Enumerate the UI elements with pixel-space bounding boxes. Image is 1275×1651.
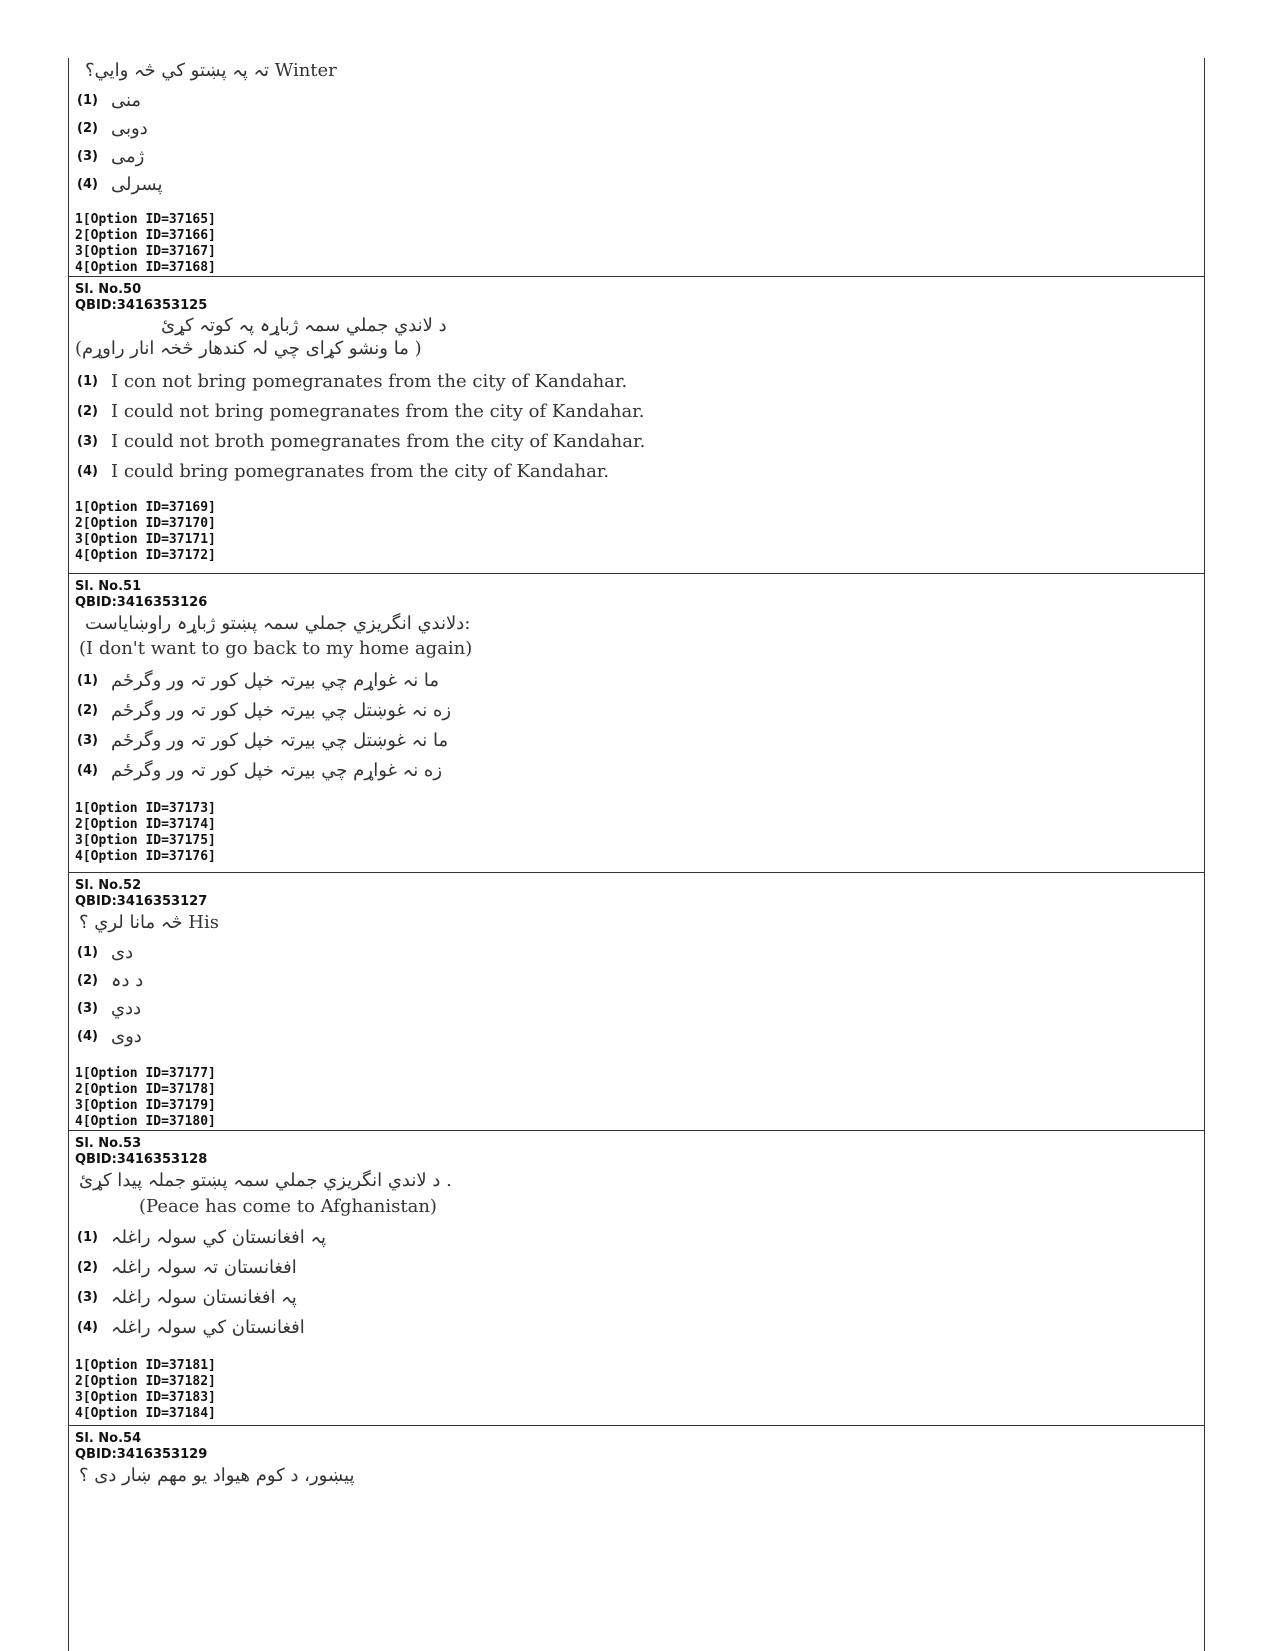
option-id: 1[Option ID=37181] [75, 1358, 216, 1373]
option-text: افغانستان تہ سولہ راغلہ [111, 1256, 297, 1278]
option-id: 2[Option ID=37166] [75, 228, 216, 243]
option-text: ددي [111, 997, 142, 1019]
option-row[interactable] [75, 426, 1204, 456]
option-row[interactable] [75, 366, 1204, 396]
option-id: 2[Option ID=37178] [75, 1082, 216, 1097]
option-id-list [75, 212, 1204, 276]
option-id: 4[Option ID=37184] [75, 1406, 216, 1421]
option-id: 4[Option ID=37172] [75, 548, 216, 563]
options-list [75, 366, 1204, 486]
question-block-50 [69, 277, 1204, 574]
option-number: (3) [77, 433, 98, 449]
option-number: (2) [77, 1259, 98, 1275]
qbid: QBID:3416353129 [75, 1447, 208, 1462]
stem-line: دلاندي انگريزي جملي سمہ پښتو ژباړہ راوښاياست: [85, 613, 471, 634]
option-id: 3[Option ID=37167] [75, 244, 216, 259]
option-text: افغانستان کي سولہ راغلہ [111, 1316, 305, 1338]
serial-number: Sl. No.54 [75, 1431, 142, 1446]
option-row[interactable] [75, 695, 1204, 725]
option-id: 3[Option ID=37175] [75, 833, 216, 848]
option-text: دی [111, 941, 134, 963]
option-text: I could not bring pomegranates from the city of Kandahar. [111, 400, 645, 422]
option-row[interactable] [75, 994, 1204, 1022]
option-text: I con not bring pomegranates from the city of Kandahar. [111, 370, 628, 392]
option-number: (4) [77, 762, 98, 778]
option-text: پسرلی [111, 173, 163, 195]
options-list [75, 1222, 1204, 1342]
stem-line: د لاندي جملي سمہ ژباړہ پہ کوتہ کړئ [161, 315, 447, 336]
option-text: زه نہ غوښتل چي بيرتہ خپل کور تہ ور وگرځم [111, 699, 452, 721]
option-text: ما نہ غوښتل چي بيرتہ خپل کور تہ ور وگرځم [111, 729, 449, 751]
question-stem [75, 910, 1204, 936]
option-number: (4) [77, 1319, 98, 1335]
option-row[interactable] [75, 456, 1204, 486]
option-row[interactable] [75, 1282, 1204, 1312]
option-id-list [75, 500, 1204, 564]
stem-line: (I don't want to go back to my home again) [79, 638, 473, 659]
question-stem [75, 611, 1204, 661]
option-number: (4) [77, 1028, 98, 1044]
option-text: پہ افغانستان کي سولہ راغلہ [111, 1226, 327, 1248]
option-row[interactable] [75, 396, 1204, 426]
option-number: (1) [77, 944, 98, 960]
option-number: (3) [77, 732, 98, 748]
option-row[interactable] [75, 142, 1204, 170]
option-id: 1[Option ID=37177] [75, 1066, 216, 1081]
serial-number: Sl. No.52 [75, 878, 142, 893]
question-block-51 [69, 574, 1204, 873]
option-text: I could not broth pomegranates from the city of Kandahar. [111, 430, 646, 452]
stem-line: پيښور، د کوم هيواد يو مهم ښار دی ؟ [79, 1465, 355, 1486]
option-number: (3) [77, 148, 98, 164]
option-id: 4[Option ID=37176] [75, 849, 216, 864]
option-number: (2) [77, 120, 98, 136]
option-id: 2[Option ID=37182] [75, 1374, 216, 1389]
option-text: دوبی [111, 117, 148, 139]
question-block-49 [69, 58, 1204, 277]
option-number: (4) [77, 176, 98, 192]
option-row[interactable] [75, 938, 1204, 966]
option-id: 1[Option ID=37169] [75, 500, 216, 515]
option-number: (1) [77, 672, 98, 688]
option-number: (1) [77, 1229, 98, 1245]
qbid: QBID:3416353128 [75, 1152, 208, 1167]
stem-line: (Peace has come to Afghanistan) [139, 1196, 437, 1217]
option-text: ما نہ غواړم چي بيرتہ خپل کور تہ ور وگرځم [111, 669, 440, 691]
stem-line: تہ پہ پښتو کي څہ وايي؟ Winter [85, 60, 337, 81]
options-list [75, 86, 1204, 198]
option-row[interactable] [75, 1222, 1204, 1252]
options-list [75, 665, 1204, 785]
option-id: 1[Option ID=37173] [75, 801, 216, 816]
question-stem [75, 1168, 1204, 1220]
option-row[interactable] [75, 86, 1204, 114]
option-id: 3[Option ID=37179] [75, 1098, 216, 1113]
option-row[interactable] [75, 1312, 1204, 1342]
option-number: (1) [77, 373, 98, 389]
option-number: (2) [77, 702, 98, 718]
options-list [75, 938, 1204, 1050]
serial-number: Sl. No.50 [75, 282, 142, 297]
option-text: ژمی [111, 145, 145, 167]
question-stem [75, 314, 1204, 360]
option-id: 2[Option ID=37170] [75, 516, 216, 531]
option-text: I could bring pomegranates from the city of Kandahar. [111, 460, 610, 482]
option-number: (2) [77, 403, 98, 419]
serial-number: Sl. No.53 [75, 1136, 142, 1151]
qbid: QBID:3416353125 [75, 298, 208, 313]
serial-number: Sl. No.51 [75, 579, 142, 594]
option-number: (3) [77, 1000, 98, 1016]
option-id: 4[Option ID=37168] [75, 260, 216, 275]
stem-line: د لاندي انگريزي جملي سمہ پښتو جملہ پيدا کړئ . [79, 1170, 452, 1191]
option-text: د دہ [111, 969, 144, 991]
question-stem [75, 58, 1204, 84]
option-row[interactable] [75, 114, 1204, 142]
qbid: QBID:3416353127 [75, 894, 208, 909]
option-number: (4) [77, 463, 98, 479]
option-text: دوی [111, 1025, 142, 1047]
option-text: منی [111, 89, 142, 111]
stem-line: (ما ونشو کړای چي لہ کندهار څخہ انار راوړم ) [75, 338, 422, 359]
option-id: 3[Option ID=37171] [75, 532, 216, 547]
option-id: 4[Option ID=37180] [75, 1114, 216, 1129]
option-text: زه نہ غواړم چي بيرتہ خپل کور تہ ور وگرځم [111, 759, 443, 781]
stem-line: څہ مانا لري ؟ His [79, 912, 219, 933]
option-row[interactable] [75, 966, 1204, 994]
option-row[interactable] [75, 1252, 1204, 1282]
option-id: 3[Option ID=37183] [75, 1390, 216, 1405]
option-row[interactable] [75, 1022, 1204, 1050]
option-id-list [75, 1358, 1204, 1422]
qbid: QBID:3416353126 [75, 595, 208, 610]
option-row[interactable] [75, 725, 1204, 755]
option-id-list [75, 801, 1204, 865]
option-row[interactable] [75, 665, 1204, 695]
question-block-53 [69, 1131, 1204, 1426]
question-block-52 [69, 873, 1204, 1131]
option-id: 2[Option ID=37174] [75, 817, 216, 832]
question-paper-frame [68, 58, 1205, 1651]
option-row[interactable] [75, 170, 1204, 198]
option-number: (3) [77, 1289, 98, 1305]
option-text: پہ افغانستان سولہ راغلہ [111, 1286, 297, 1308]
option-id: 1[Option ID=37165] [75, 212, 216, 227]
option-number: (1) [77, 92, 98, 108]
question-block-54 [69, 1426, 1204, 1651]
option-row[interactable] [75, 755, 1204, 785]
option-number: (2) [77, 972, 98, 988]
question-stem [75, 1463, 1204, 1489]
option-id-list [75, 1066, 1204, 1130]
